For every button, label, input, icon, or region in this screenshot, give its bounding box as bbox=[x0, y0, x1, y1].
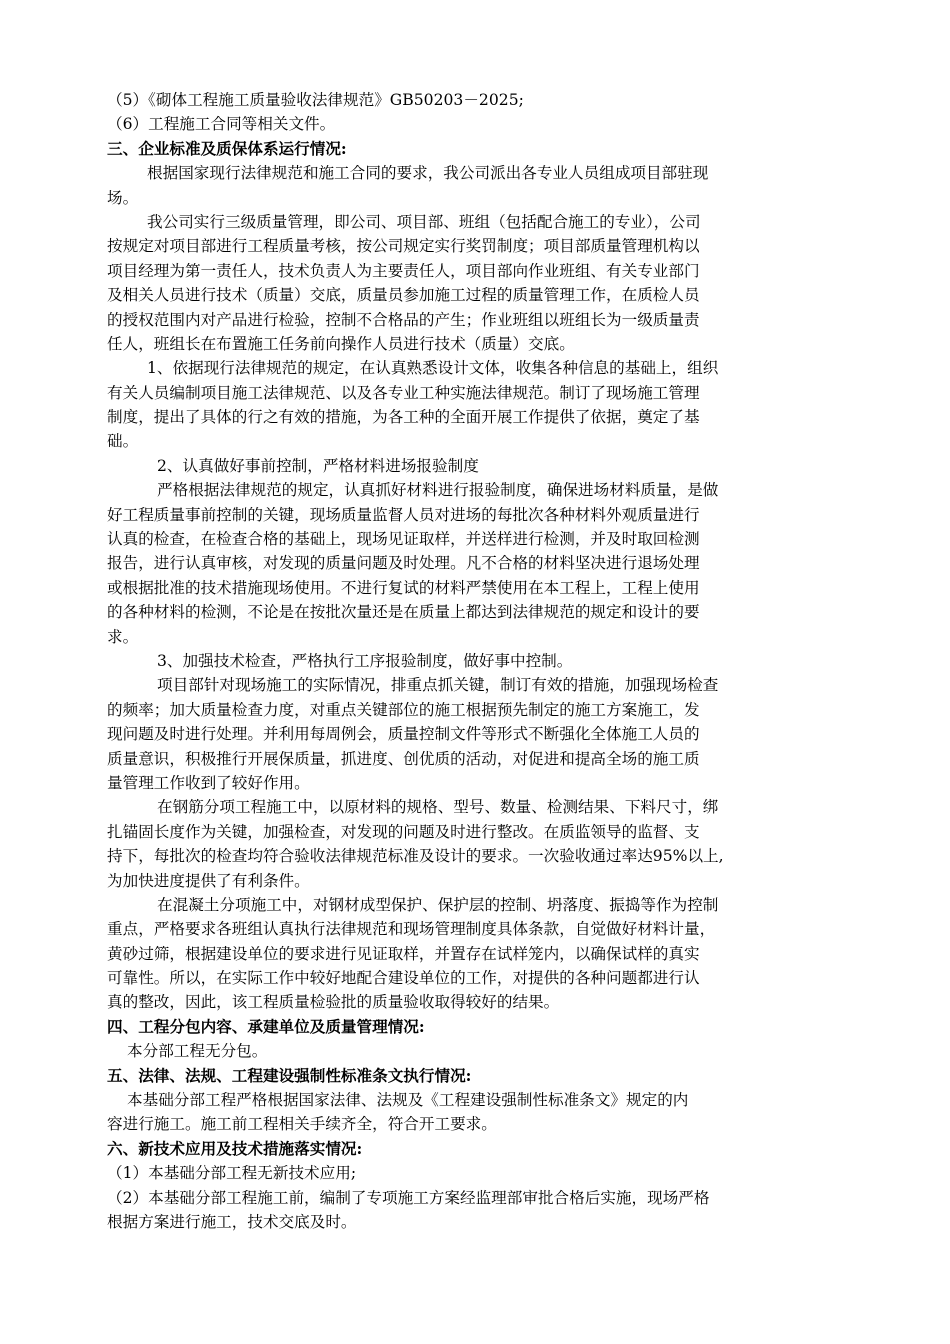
text-line: 质量意识，积极推行开展保质量，抓进度、创优质的活动，对促进和提高全场的施工质 bbox=[107, 749, 700, 768]
text-line: 可靠性。所以，在实际工作中较好地配合建设单位的工作，对提供的各种问题都进行认 bbox=[107, 969, 700, 988]
text-line: 的频率；加大质量检查力度，对重点关键部位的施工根据预先制定的施工方案施工，发 bbox=[107, 700, 700, 719]
text-line: 为加快进度提供了有利条件。 bbox=[107, 871, 310, 890]
text-line: 持下，每批次的检查均符合验收法律规范标准及设计的要求。一次验收通过率达95%以上, bbox=[107, 847, 724, 866]
text-line: 任人，班组长在布置施工任务前向操作人员进行技术（质量）交底。 bbox=[107, 334, 575, 353]
text-line: 有关人员编制项目施工法律规范、以及各专业工种实施法律规范。制订了现场施工管理 bbox=[107, 383, 700, 402]
text-line: 重点，严格要求各班组认真执行法律规范和现场管理制度具体条款，自觉做好材料计量， bbox=[107, 920, 716, 939]
text-line: 的各种材料的检测，不论是在按批次量还是在质量上都达到法律规范的规定和设计的要 bbox=[107, 603, 700, 622]
text-line: 扎锚固长度作为关键，加强检查，对发现的问题及时进行整改。在质监领导的监督、支 bbox=[107, 822, 700, 841]
text-line: 本分部工程无分包。 bbox=[127, 1042, 268, 1061]
text-line: （1）本基础分部工程无新技术应用; bbox=[107, 1164, 357, 1183]
text-line: 根据方案进行施工，技术交底及时。 bbox=[107, 1212, 357, 1231]
section-heading: 五、法律、法规、工程建设强制性标准条文执行情况: bbox=[107, 1065, 472, 1085]
text-line: 我公司实行三级质量管理，即公司、项目部、班组（包括配合施工的专业），公司 bbox=[147, 212, 701, 231]
text-line: 认真的检查，在检查合格的基础上，现场见证取样，并送样进行检测，并及时取回检测 bbox=[107, 530, 700, 549]
text-line: 现问题及时进行处理。并利用每周例会，质量控制文件等形式不断强化全体施工人员的 bbox=[107, 725, 700, 744]
text-line: 1、依据现行法律规范的规定，在认真熟悉设计文体，收集各种信息的基础上，组织 bbox=[147, 359, 719, 378]
section-heading: 六、新技术应用及技术措施落实情况: bbox=[107, 1138, 363, 1158]
text-line: 项目部针对现场施工的实际情况，排重点抓关键，制订有效的措施，加强现场检查 bbox=[157, 676, 719, 695]
text-line: 或根据批准的技术措施现场使用。不进行复试的材料严禁使用在本工程上，工程上使用 bbox=[107, 578, 700, 597]
text-line: 真的整改，因此，该工程质量检验批的质量验收取得较好的结果。 bbox=[107, 993, 560, 1012]
text-line: 本基础分部工程严格根据国家法律、法规及《工程建设强制性标准条文》规定的内 bbox=[127, 1091, 689, 1110]
text-line: 场。 bbox=[107, 188, 139, 207]
text-line: 的授权范围内对产品进行检验，控制不合格品的产生；作业班组以班组长为一级质量责 bbox=[107, 310, 700, 329]
text-line: 黄砂过筛，根据建设单位的要求进行见证取样，并置存在试样笼内，以确保试样的真实 bbox=[107, 944, 700, 963]
text-line: （2）本基础分部工程施工前，编制了专项施工方案经监理部审批合格后实施，现场严格 bbox=[107, 1188, 710, 1207]
text-line: 报告，进行认真审核，对发现的质量问题及时处理。凡不合格的材料坚决进行退场处理 bbox=[107, 554, 700, 573]
text-line: 容进行施工。施工前工程相关手续齐全，符合开工要求。 bbox=[107, 1115, 497, 1134]
section-heading: 三、企业标准及质保体系运行情况: bbox=[107, 138, 347, 158]
text-line: 制度，提出了具体的行之有效的措施，为各工种的全面开展工作提供了依据，奠定了基 bbox=[107, 408, 700, 427]
text-line: 3、加强技术检查，严格执行工序报验制度，做好事中控制。 bbox=[157, 651, 573, 670]
section-heading: 四、工程分包内容、承建单位及质量管理情况: bbox=[107, 1016, 425, 1036]
text-line: 在混凝土分项施工中，对钢材成型保护、保护层的控制、坍落度、振捣等作为控制 bbox=[157, 895, 719, 914]
text-line: （6）工程施工合同等相关文件。 bbox=[107, 115, 336, 134]
text-line: （5）《砌体工程施工质量验收法律规范》GB50203－2025; bbox=[107, 91, 524, 109]
text-line: 严格根据法律规范的规定，认真抓好材料进行报验制度，确保进场材料质量，是做 bbox=[157, 481, 719, 500]
text-line: 项目经理为第一责任人，技术负责人为主要责任人，项目部向作业班组、有关专业部门 bbox=[107, 261, 700, 280]
text-line: 根据国家现行法律规范和施工合同的要求，我公司派出各专业人员组成项目部驻现 bbox=[147, 164, 709, 183]
text-line: 及相关人员进行技术（质量）交底，质量员参加施工过程的质量管理工作，在质检人员 bbox=[107, 286, 700, 305]
text-line: 按规定对项目部进行工程质量考核，按公司规定实行奖罚制度；项目部质量管理机构以 bbox=[107, 237, 700, 256]
text-line: 在钢筋分项工程施工中，以原材料的规格、型号、数量、检测结果、下料尺寸，绑 bbox=[157, 798, 719, 817]
text-line: 求。 bbox=[107, 627, 139, 646]
text-line: 好工程质量事前控制的关键，现场质量监督人员对进场的每批次各种材料外观质量进行 bbox=[107, 505, 700, 524]
text-line: 础。 bbox=[107, 432, 139, 451]
text-line: 2、认真做好事前控制，严格材料进场报验制度 bbox=[157, 456, 479, 475]
document-body bbox=[107, 88, 852, 1234]
text-line: 量管理工作收到了较好作用。 bbox=[107, 773, 310, 792]
